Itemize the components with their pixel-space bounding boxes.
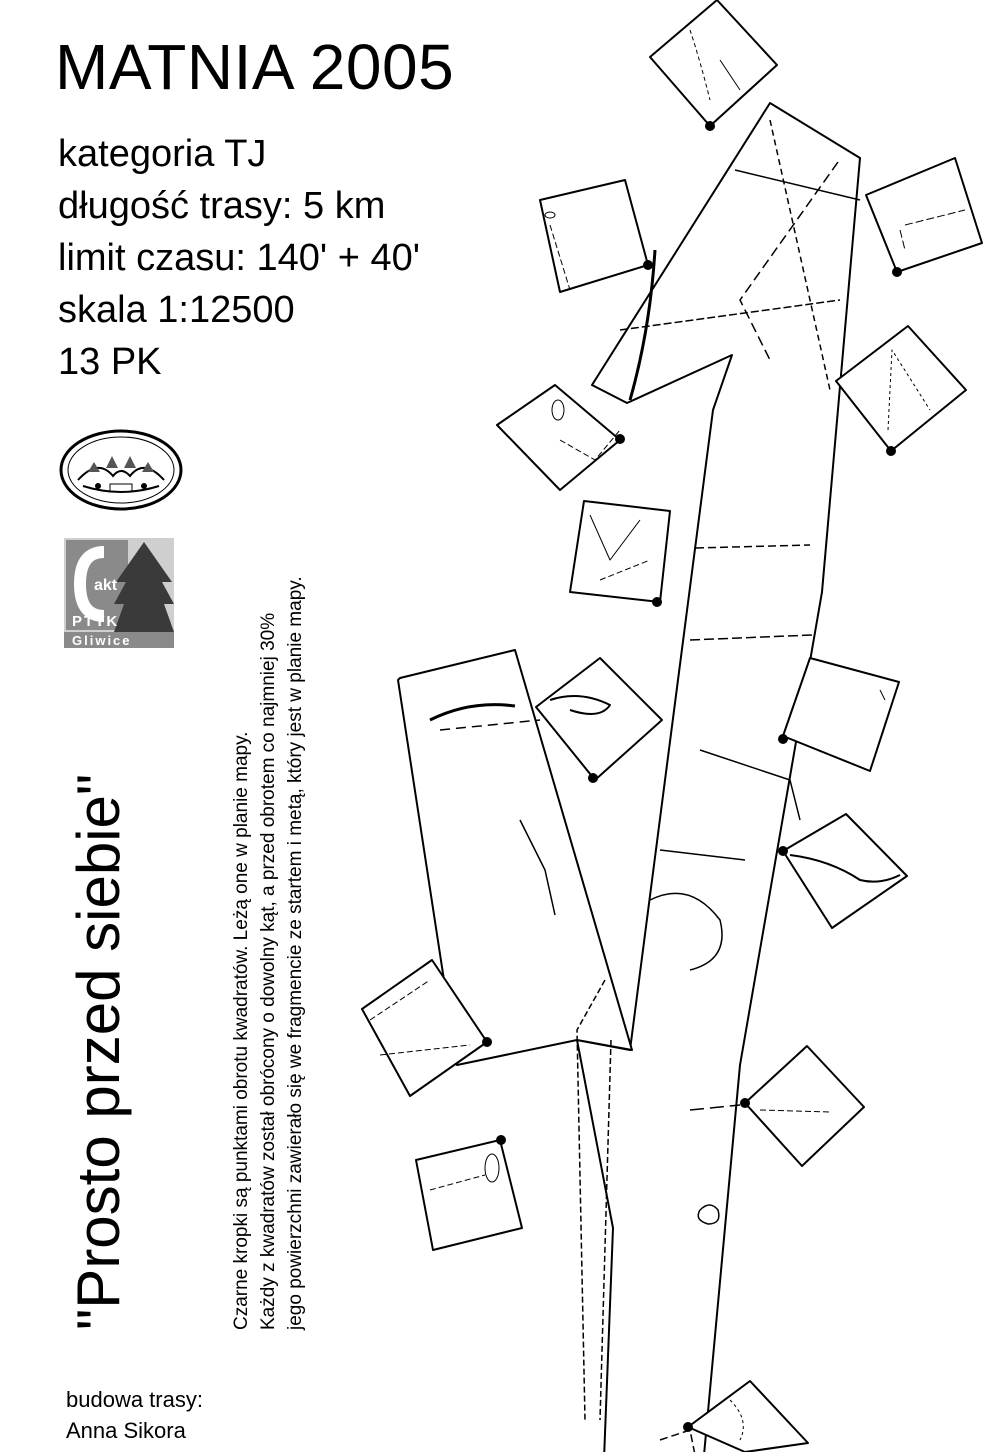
pivot-dot <box>778 734 788 744</box>
pivot-dot <box>740 1098 750 1108</box>
map-tile-12 <box>745 1046 864 1166</box>
pivot-dot <box>615 434 625 444</box>
category-label: kategoria TJ <box>58 133 267 175</box>
time-limit-label: limit czasu: 140' + 40' <box>58 237 420 279</box>
map-tile-3 <box>866 158 982 272</box>
credits-name: Anna Sikora <box>66 1418 186 1443</box>
logo-text-gliwice: Gliwice <box>72 633 132 648</box>
credits-label: budowa trasy: <box>66 1387 203 1412</box>
pivot-dot <box>892 267 902 277</box>
pivot-dot <box>482 1037 492 1047</box>
map-tile-6 <box>570 501 670 602</box>
route-length-label: długość trasy: 5 km <box>58 185 386 227</box>
rules-note-line-1: Czarne kropki są punktami obrotu kwadratów. Leżą one w planie mapy. <box>231 731 252 1330</box>
map-tile-11 <box>416 1140 522 1250</box>
map-tile-1 <box>650 0 777 126</box>
pivot-dot <box>705 121 715 131</box>
pivot-dot <box>652 597 662 607</box>
pivot-dot <box>643 260 653 270</box>
pivot-dot <box>496 1135 506 1145</box>
logo-text-pttk: PTTK <box>72 613 120 630</box>
rules-note-line-3: jego powierzchni zawierało się we fragmencie ze startem i metą, który jest w planie mapy. <box>285 576 306 1330</box>
map-tile-2 <box>540 180 648 292</box>
pivot-dot <box>588 773 598 783</box>
map-tile-4 <box>836 326 966 451</box>
map-tile-7 <box>536 658 662 780</box>
pivot-dot <box>683 1422 693 1432</box>
slogan-text: "Prosto przed siebie" <box>65 773 132 1330</box>
pivot-dot <box>886 446 896 456</box>
map-tile-9 <box>783 814 907 928</box>
map-tile-5 <box>497 385 620 490</box>
logo-text-akt: akt <box>94 577 118 594</box>
control-count-label: 13 PK <box>58 341 162 383</box>
page-title: MATNIA 2005 <box>55 31 455 103</box>
pivot-dot <box>778 846 788 856</box>
map-scale-label: skala 1:12500 <box>58 289 295 331</box>
rules-note-line-2: Każdy z kwadratów został obrócony o dowolny kąt, a przed obrotem co najmniej 30% <box>258 612 279 1330</box>
map-main-strip <box>577 103 860 1452</box>
